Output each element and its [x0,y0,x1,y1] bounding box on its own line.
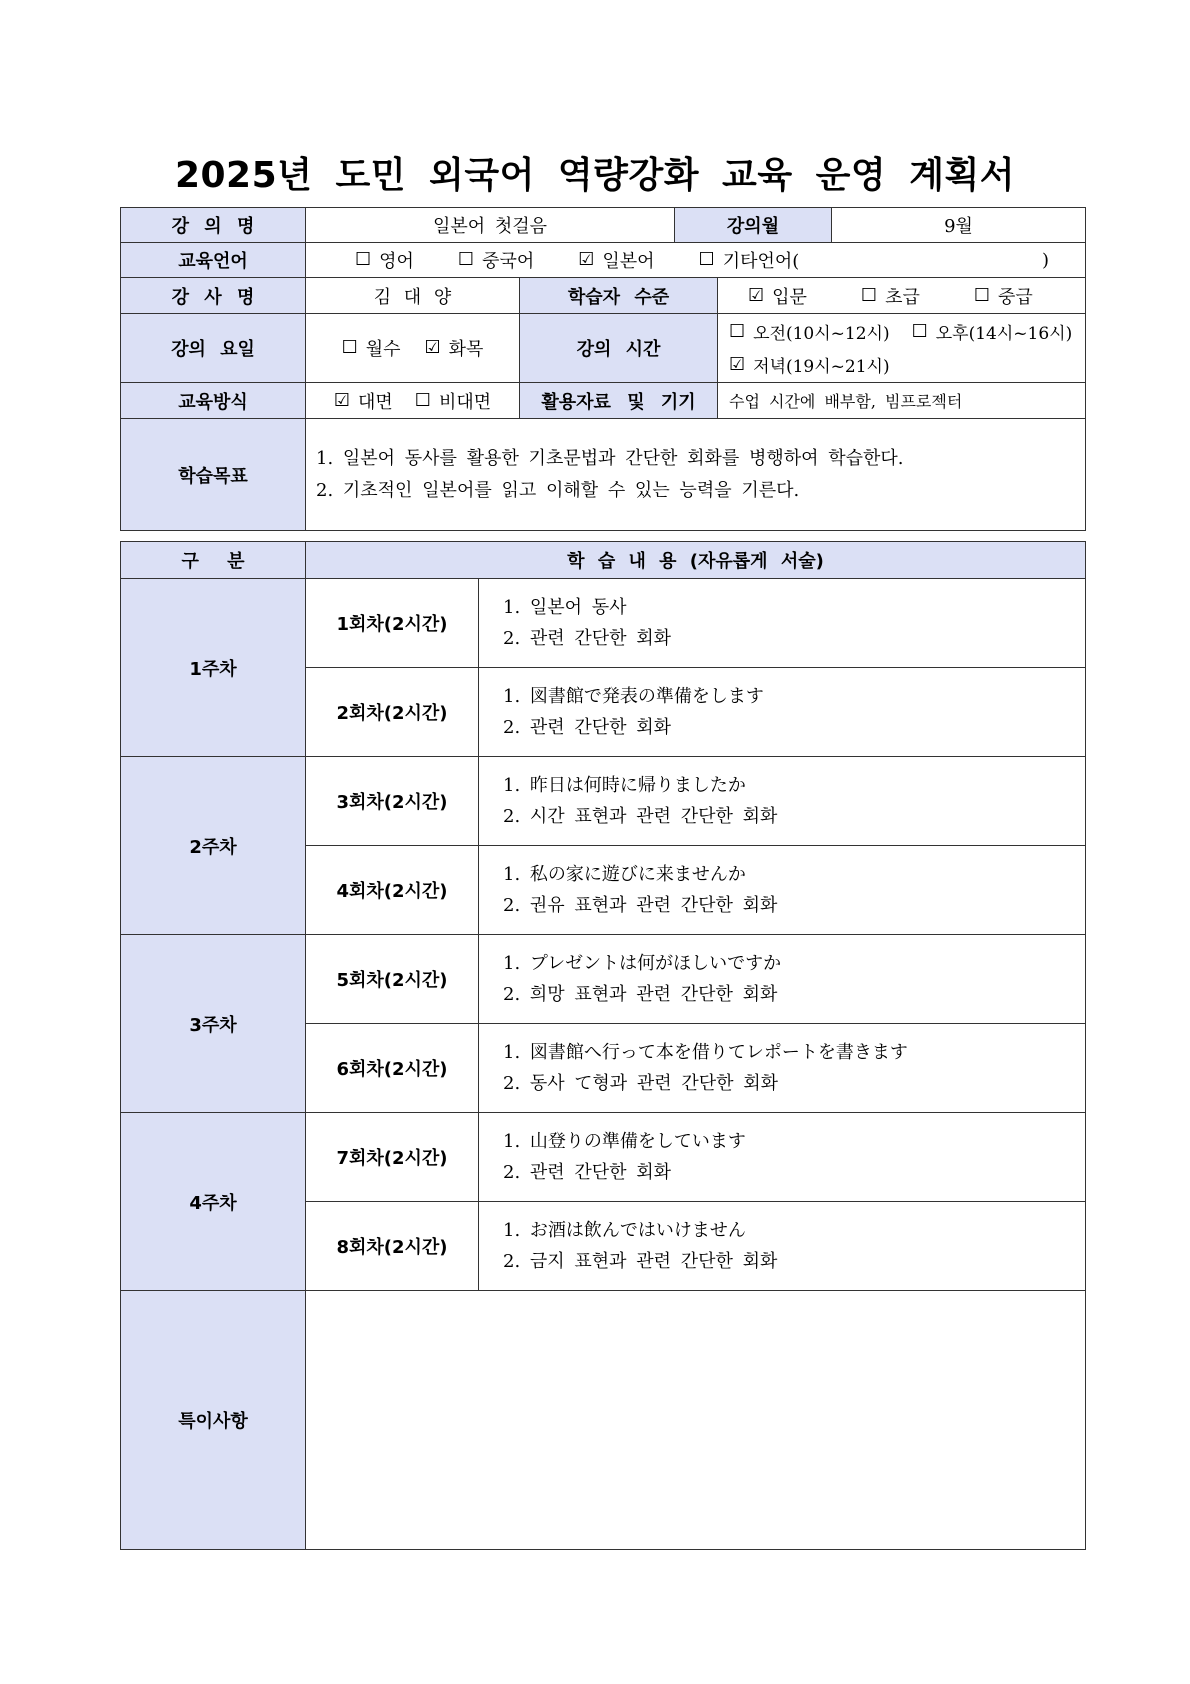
content-line: 2. 관련 간단한 회화 [503,1162,672,1183]
tue-thu-checkbox[interactable]: ☑ [424,337,441,358]
days-option-group [306,335,519,361]
materials-label: 활용자료 및 기기 [520,383,718,419]
japanese-checkbox[interactable]: ☑ [578,249,595,270]
other-language-checkbox[interactable]: ☐ [698,249,715,270]
week-label: 2주차 [121,757,306,935]
content-line: 1. 図書館で発表の準備をします [503,686,764,707]
division-header: 구 분 [121,542,306,579]
course-month-value: 9월 [832,208,1086,243]
level-option-group [718,283,1085,309]
option-label: 초급 [885,286,920,308]
elementary-checkbox[interactable]: ☐ [860,284,878,306]
afternoon-checkbox[interactable]: ☐ [911,320,928,342]
time-option-row [718,315,1085,348]
course-info-table [120,207,1086,531]
option-label: 입문 [772,286,807,308]
beginner-checkbox[interactable]: ☑ [748,284,765,306]
content-line: 2. 시간 표현과 관련 간단한 회화 [503,806,778,827]
level-label: 학습자 수준 [520,278,718,314]
goals-label: 학습목표 [121,419,306,531]
option-other-language [699,247,800,273]
time-option-row [718,348,1085,381]
language-options [306,243,1086,278]
week-label: 3주차 [121,935,306,1113]
option-online [415,388,491,414]
option-label: 중국어 [482,251,535,272]
option-evening [729,352,890,377]
days-label: 강의 요일 [121,314,306,383]
schedule-table [120,541,1086,1550]
content-line: 1. 私の家に遊びに来ませんか [503,864,746,885]
method-label: 교육방식 [121,383,306,419]
content-line: 1. 昨日は何時に帰りましたか [503,775,746,796]
english-checkbox[interactable]: ☐ [355,249,372,270]
option-intermediate [974,283,1033,309]
option-elementary [861,283,920,309]
session-label: 7회차(2시간) [306,1113,479,1202]
option-label: 영어 [379,251,414,272]
instructor-value: 김 대 양 [306,278,520,314]
option-japanese [578,247,654,273]
option-chinese [458,247,534,273]
week-label: 4주차 [121,1113,306,1291]
goal-item: 1. 일본어 동사를 활용한 기초문법과 간단한 회화를 병행하여 학습한다. [316,447,904,469]
session-content [479,668,1086,757]
option-mon-wed [342,335,401,361]
session-content [479,757,1086,846]
option-label: 기타언어( [722,251,800,272]
session-content [479,846,1086,935]
content-line: 2. 관련 간단한 회화 [503,717,672,738]
intermediate-checkbox[interactable]: ☐ [973,284,990,306]
option-label: 오전(10시~12시) [753,324,890,344]
goals-content [306,419,1086,531]
goal-item: 2. 기초적인 일본어를 읽고 이해할 수 있는 능력을 기른다. [316,479,800,501]
content-line: 2. 희망 표현과 관련 간단한 회화 [503,984,778,1005]
content-line: 2. 금지 표현과 관련 간단한 회화 [503,1251,778,1272]
session-label: 4회차(2시간) [306,846,479,935]
option-english [355,247,414,273]
materials-value: 수업 시간에 배부함, 빔프로젝터 [718,383,1086,419]
session-label: 1회차(2시간) [306,579,479,668]
option-label: 중급 [997,286,1033,308]
option-in-person [334,388,393,414]
session-content [479,935,1086,1024]
option-morning [729,319,890,344]
days-options [306,314,520,383]
method-options [306,383,520,419]
mon-wed-checkbox[interactable]: ☐ [341,337,358,358]
other-language-close-paren: ) [1041,249,1050,271]
content-line: 2. 권유 표현과 관련 간단한 회화 [503,895,778,916]
instructor-label: 강 사 명 [121,278,306,314]
time-label: 강의 시간 [520,314,718,383]
notes-label: 특이사항 [121,1291,306,1550]
level-options [718,278,1086,314]
content-line: 2. 관련 간단한 회화 [503,628,672,649]
content-header: 학 습 내 용 (자유롭게 서술) [306,542,1086,579]
content-line: 1. プレゼントは何がほしいですか [503,953,782,974]
morning-checkbox[interactable]: ☐ [729,320,746,342]
session-content [479,1024,1086,1113]
option-tue-thu [425,335,484,361]
time-options [718,314,1086,383]
week-label: 1주차 [121,579,306,757]
option-label: 일본어 [602,251,655,272]
chinese-checkbox[interactable]: ☐ [457,249,475,270]
evening-checkbox[interactable]: ☑ [729,353,746,375]
content-line: 2. 동사 て형과 관련 간단한 회화 [503,1073,779,1094]
option-label: 오후(14시~16시) [935,324,1073,344]
session-label: 2회차(2시간) [306,668,479,757]
content-line: 1. 일본어 동사 [503,597,627,618]
session-label: 5회차(2시간) [306,935,479,1024]
option-label: 비대면 [438,391,492,413]
method-option-group [306,388,519,414]
course-name-value: 일본어 첫걸음 [306,208,675,243]
session-content [479,1202,1086,1291]
content-line: 1. 図書館へ行って本を借りてレポートを書きます [503,1042,908,1063]
option-beginner [748,283,807,309]
online-checkbox[interactable]: ☐ [414,389,431,411]
option-afternoon [912,319,1073,344]
content-line: 1. 山登りの準備をしています [503,1131,746,1152]
language-label: 교육언어 [121,243,306,278]
session-label: 6회차(2시간) [306,1024,479,1113]
option-label: 저녁(19시~21시) [753,357,890,377]
session-content [479,579,1086,668]
option-label: 대면 [358,391,393,413]
session-label: 8회차(2시간) [306,1202,479,1291]
session-label: 3회차(2시간) [306,757,479,846]
course-month-label: 강의월 [675,208,832,243]
language-option-group [306,247,1085,273]
content-line: 1. お酒は飲んではいけません [503,1220,746,1241]
option-label: 화목 [448,339,484,360]
in-person-checkbox[interactable]: ☑ [333,389,351,411]
option-label: 월수 [365,339,401,360]
document-title: 2025년 도민 외국어 역량강화 교육 운영 계획서 [174,155,1016,196]
course-name-label: 강 의 명 [121,208,306,243]
session-content [479,1113,1086,1202]
notes-content [306,1291,1086,1550]
